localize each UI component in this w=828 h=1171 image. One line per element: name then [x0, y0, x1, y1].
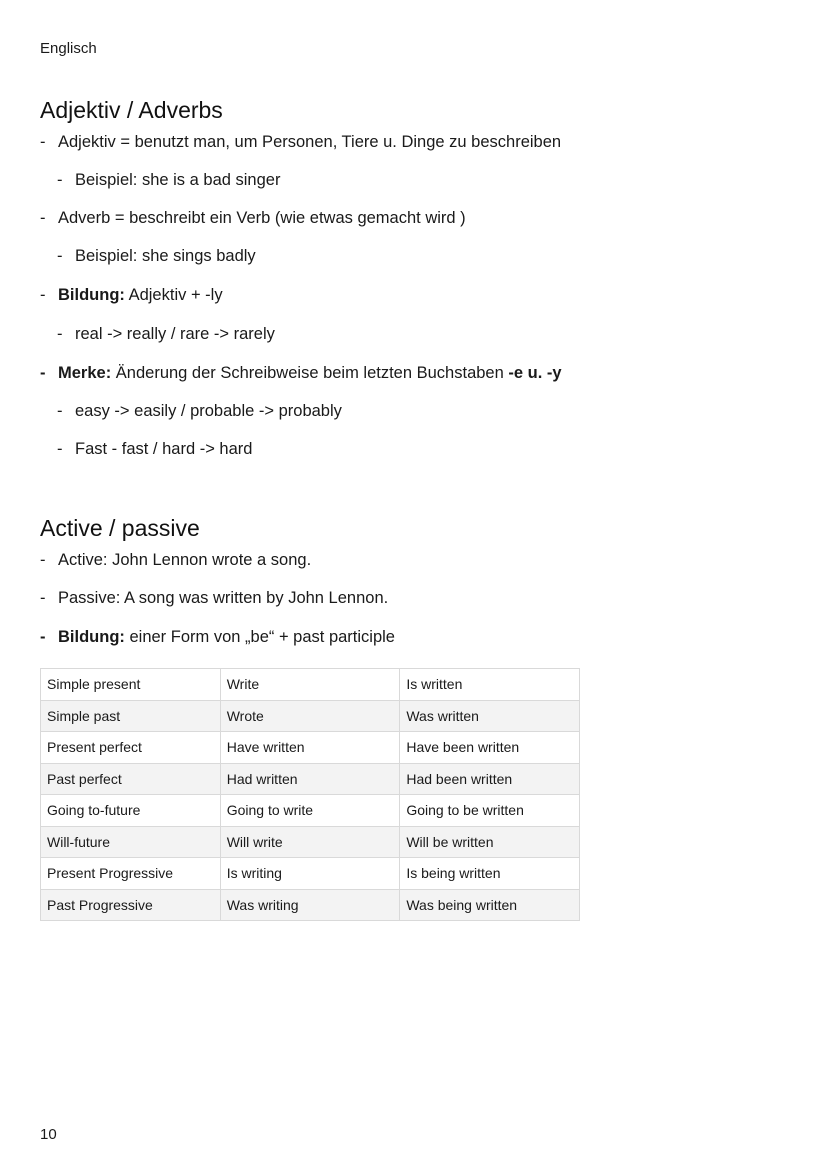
list-item-adjektiv-definition	[40, 133, 561, 152]
list-item-passive-bildung	[40, 628, 395, 647]
table-cell-active: Wrote	[220, 700, 400, 732]
table-cell-passive: Going to be written	[400, 795, 580, 827]
table-row	[41, 858, 580, 890]
bullet-dash: -	[57, 440, 63, 458]
table-cell-tense: Past Progressive	[41, 889, 221, 921]
table-cell-tense: Present perfect	[41, 732, 221, 764]
list-item-adjektiv-example	[57, 171, 280, 190]
table-cell-passive: Was being written	[400, 889, 580, 921]
table-cell-passive: Had been written	[400, 763, 580, 795]
list-item-text: einer Form von „be“ + past participle	[124, 628, 395, 646]
bullet-dash: -	[40, 133, 46, 151]
bullet-dash: -	[40, 551, 46, 569]
list-item-text: Adverb = beschreibt ein Verb (wie etwas gemacht wird )	[58, 209, 466, 227]
table-cell-active: Write	[220, 669, 400, 701]
list-item-adverb-example	[57, 247, 256, 266]
table-row	[41, 889, 580, 921]
list-item-merke-example-1	[57, 402, 342, 421]
table-row	[41, 669, 580, 701]
table-cell-tense: Will-future	[41, 826, 221, 858]
bullet-dash: -	[57, 171, 63, 189]
merke-bold-end: -e u. -y	[508, 364, 562, 382]
table-row	[41, 763, 580, 795]
list-item-passive	[40, 589, 388, 608]
list-item-merke-example-2	[57, 440, 252, 459]
merke-label: Merke:	[58, 364, 112, 382]
list-item-text: Adjektiv = benutzt man, um Personen, Tiere u. Dinge zu beschreiben	[58, 133, 562, 151]
table-cell-active: Have written	[220, 732, 400, 764]
list-item-text: Beispiel: she sings badly	[75, 247, 256, 265]
list-item-bildung-example	[57, 325, 275, 344]
list-item-bildung	[40, 286, 223, 305]
bullet-dash: -	[40, 364, 46, 382]
list-item-text: Fast - fast / hard -> hard	[75, 440, 253, 458]
document-header-subject: Englisch	[40, 40, 97, 57]
bildung-label: Bildung:	[58, 286, 125, 304]
section-title-active-passive: Active / passive	[40, 515, 200, 541]
table-row	[41, 795, 580, 827]
table-cell-active: Is writing	[220, 858, 400, 890]
list-item-adverb-definition	[40, 209, 466, 228]
table-row	[41, 732, 580, 764]
list-item-text: easy -> easily / probable -> probably	[75, 402, 342, 420]
bullet-dash: -	[57, 247, 63, 265]
table-cell-tense: Simple present	[41, 669, 221, 701]
list-item-text: Änderung der Schreibweise beim letzten Buchstaben	[111, 364, 509, 382]
list-item-text: Passive: A song was written by John Lennon.	[58, 589, 389, 607]
bullet-dash: -	[40, 209, 46, 227]
list-item-text: Adjektiv + -ly	[124, 286, 223, 304]
bullet-dash: -	[57, 402, 63, 420]
list-item-active	[40, 551, 311, 570]
table-cell-active: Going to write	[220, 795, 400, 827]
section-title-adjektiv-adverbs: Adjektiv / Adverbs	[40, 97, 223, 123]
table-cell-passive: Will be written	[400, 826, 580, 858]
table-cell-tense: Simple past	[41, 700, 221, 732]
table-cell-tense: Past perfect	[41, 763, 221, 795]
table-cell-passive: Is being written	[400, 858, 580, 890]
list-item-text: Beispiel: she is a bad singer	[75, 171, 281, 189]
bildung-label: Bildung:	[58, 628, 125, 646]
bullet-dash: -	[57, 325, 63, 343]
page-number: 10	[40, 1126, 57, 1143]
bullet-dash: -	[40, 286, 46, 304]
list-item-merke	[40, 364, 562, 383]
table-cell-active: Had written	[220, 763, 400, 795]
table-row	[41, 700, 580, 732]
table-cell-passive: Was written	[400, 700, 580, 732]
list-item-text: real -> really / rare -> rarely	[75, 325, 275, 343]
table-cell-active: Was writing	[220, 889, 400, 921]
table-cell-active: Will write	[220, 826, 400, 858]
bullet-dash: -	[40, 589, 46, 607]
passive-tenses-table	[40, 668, 580, 921]
table-cell-passive: Is written	[400, 669, 580, 701]
list-item-text: Active: John Lennon wrote a song.	[58, 551, 312, 569]
table-cell-passive: Have been written	[400, 732, 580, 764]
table-cell-tense: Present Progressive	[41, 858, 221, 890]
table-row	[41, 826, 580, 858]
bullet-dash: -	[40, 628, 46, 646]
table-cell-tense: Going to-future	[41, 795, 221, 827]
